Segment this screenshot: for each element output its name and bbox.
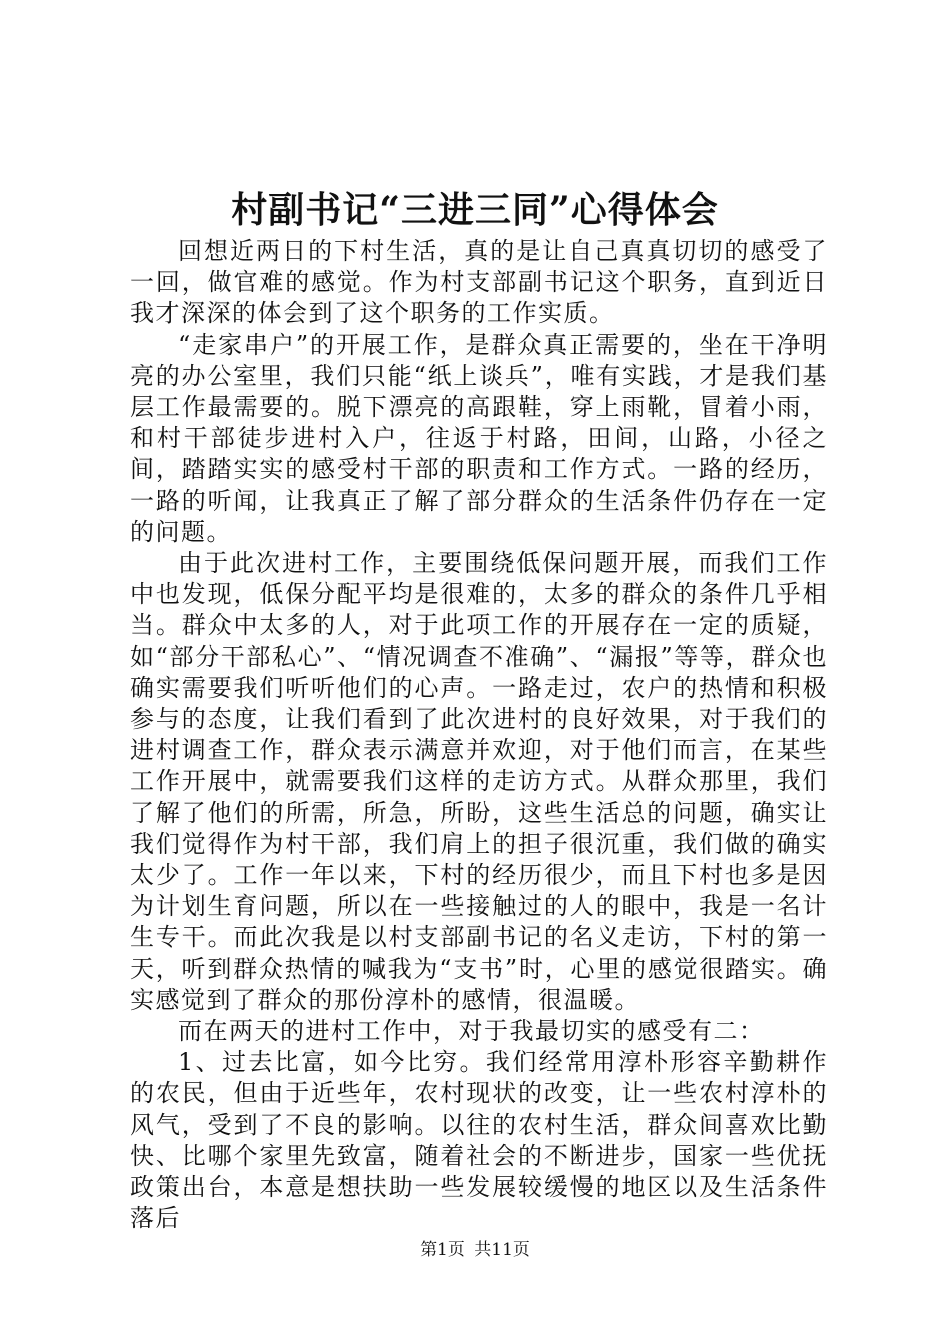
paragraph-2: “走家串户”的开展工作，是群众真正需要的，坐在干净明亮的办公室里，我们只能“纸上谈兵”，唯有实践，才是我们基层工作最需要的。脱下漂亮的高跟鞋，穿上雨靴，冒着小雨，和村干部徒步进村入户，往返于村路，田间，山路，小径之间，踏踏实实的感受村干部的职责和工作方式。一路的经历，一路的听闻，让我真正了解了部分群众的生活条件仍存在一定的问题。 [130,330,828,546]
paragraph-4: 而在两天的进村工作中，对于我最切实的感受有二： [178,1017,765,1046]
page-total: 共11页 [474,1240,530,1260]
document-body [130,236,828,1235]
page-footer [0,1238,950,1262]
page-number: 第1页 [420,1240,465,1260]
document-title: 村副书记“三进三同”心得体会 [231,189,719,231]
paragraph-5: 1、过去比富，如今比穷。我们经常用淳朴形容辛勤耕作的农民，但由于近些年，农村现状的改变，让一些农村淳朴的风气，受到了不良的影响。以往的农村生活，群众间喜欢比勤快、比哪个家里先致富，随着社会的不断进步，国家一些优抚政策出台，本意是想扶助一些发展较缓慢的地区以及生活条件落后 [130,1048,828,1233]
paragraph-1: 回想近两日的下村生活，真的是让自己真真切切的感受了一回，做官难的感觉。作为村支部副书记这个职务，直到近日我才深深的体会到了这个职务的工作实质。 [130,237,828,328]
paragraph-3: 由于此次进村工作，主要围绕低保问题开展，而我们工作中也发现，低保分配平均是很难的，太多的群众的条件几乎相当。群众中太多的人，对于此项工作的开展存在一定的质疑，如“部分干部私心”、“情况调查不准确”、“漏报”等等，群众也确实需要我们听听他们的心声。一路走过，农户的热情和积极参与的态度，让我们看到了此次进村的良好效果，对于我们的进村调查工作，群众表示满意并欢迎，对于他们而言，在某些工作开展中，就需要我们这样的走访方式。从群众那里，我们了解了他们的所需，所急，所盼，这些生活总的问题，确实让我们觉得作为村干部，我们肩上的担子很沉重，我们做的确实太少了。工作一年以来，下村的经历很少，而且下村也多是因为计划生育问题，所以在一些接触过的人的眼中，我是一名计生专干。而此次我是以村支部副书记的名义走访，下村的第一天，听到群众热情的喊我为“支书”时，心里的感觉很踏实。确实感觉到了群众的那份淳朴的感情，很温暖。 [130,549,828,1014]
